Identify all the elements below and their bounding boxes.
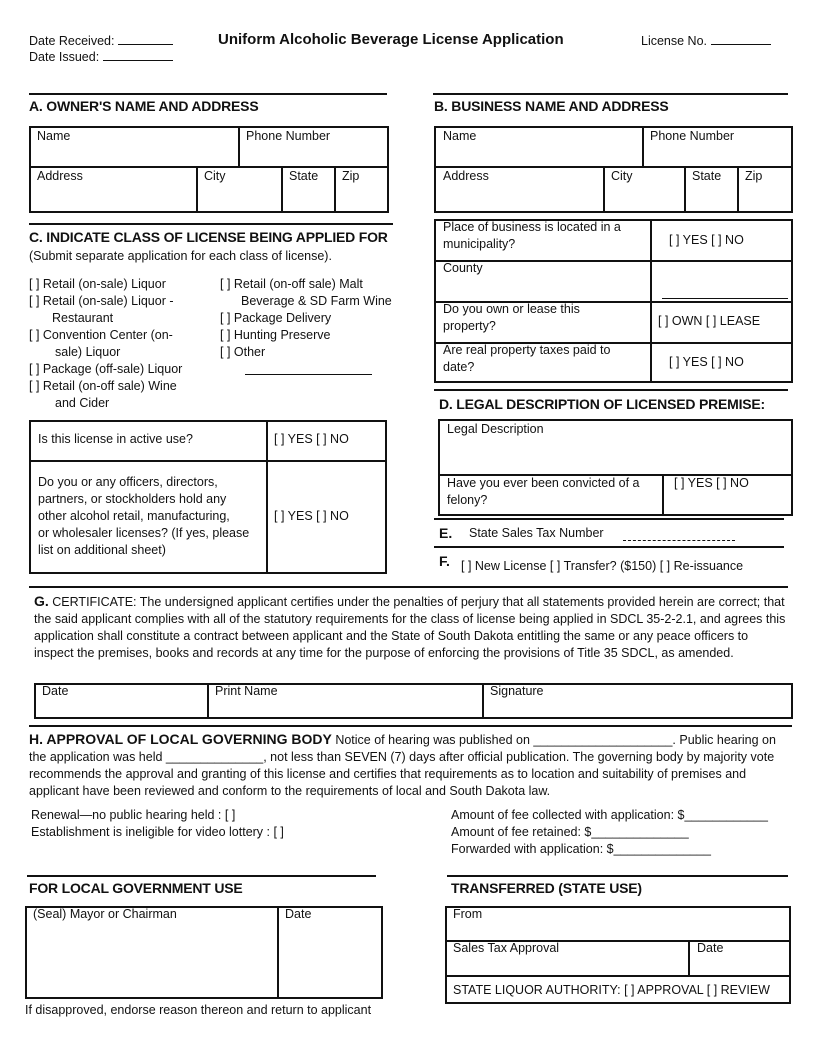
divider [434,389,788,391]
owner-table [29,126,389,213]
col-divider [207,685,209,717]
municipality-question-2: municipality? [443,237,516,251]
sales-tax-label: State Sales Tax Number [469,526,604,540]
section-a-heading: A. OWNER'S NAME AND ADDRESS [29,98,259,114]
certificate-body: CERTIFICATE: The undersigned applicant certifies under the penalties of perjury that all statements provided herein are correct; that the said applicant complies with all of the statutory requirements for the class of license being applied in SDCL 35-2-2.1, and agrees this application shall constitute a contract between applicant and the State of South Dakota entitling the same or any peace officers to inspect the premises, books and records at any time for the purpose of enforcing the provisions of Title 35 SDCL, as amended. [34,595,786,660]
date-received-text: Date Received: [29,34,115,48]
approval-body: Notice of hearing was published on ____________________. Public hearing on the application was held ______________, not less than SEVEN (7) days after official publication. The governing body by majority vote recommends the approval and granting of this license and certifies that requirements as to location and suitability of premises and applicant have been reviewed and conform to the requirements of local and South Dakota law. [29,733,776,798]
other-license-question: Do you or any officers, directors, [38,475,218,489]
other-field[interactable] [245,374,372,375]
section-b-heading: B. BUSINESS NAME AND ADDRESS [434,98,669,114]
own-lease-options[interactable]: [ ] OWN [ ] LEASE [658,314,761,328]
business-address-field[interactable]: Address [443,169,489,183]
divider [434,518,784,520]
license-option-malt-2: Beverage & SD Farm Wine [241,294,392,308]
other-license-question-3: other alcohol retail, manufacturing, [38,509,230,523]
from-field[interactable]: From [453,907,483,921]
business-questions-table [434,219,793,383]
license-option-retail-liquor[interactable]: [ ] Retail (on-sale) Liquor [29,277,166,291]
divider [434,546,784,548]
license-no-field[interactable] [711,32,771,45]
license-option-malt[interactable]: [ ] Retail (on-off sale) Malt [220,277,363,291]
divider [447,875,788,877]
business-table [434,126,793,213]
fee-forwarded[interactable]: Forwarded with application: $______________ [451,842,711,856]
section-h-heading: H. APPROVAL OF LOCAL GOVERNING BODY [29,731,332,747]
divider [27,875,376,877]
transferred-heading: TRANSFERRED (STATE USE) [451,880,642,896]
fee-collected[interactable]: Amount of fee collected with application: $____________ [451,808,768,822]
section-g-letter: G. [34,593,49,609]
business-city-field[interactable]: City [611,169,633,183]
legal-table [438,419,793,516]
felony-question: Have you ever been convicted of a [447,476,640,490]
license-no-label [641,32,771,50]
certificate-text [34,593,786,662]
owner-zip-field[interactable]: Zip [342,169,360,183]
print-name-field[interactable]: Print Name [215,684,278,698]
license-option-other[interactable]: [ ] Other [220,345,266,359]
local-gov-table [25,906,383,999]
local-gov-heading: FOR LOCAL GOVERNMENT USE [29,880,243,896]
business-state-field[interactable]: State [692,169,722,183]
business-phone-field[interactable]: Phone Number [650,129,735,143]
business-zip-field[interactable]: Zip [745,169,763,183]
license-option-hunting[interactable]: [ ] Hunting Preserve [220,328,331,342]
license-no-text: License No. [641,34,708,48]
divider [29,93,387,95]
col-divider [650,221,652,381]
municipality-question: Place of business is located in a [443,220,621,234]
row-divider [447,975,789,977]
col-divider [688,940,690,977]
license-type-options[interactable]: [ ] New License [ ] Transfer? ($150) [ ] Re-issuance [461,559,744,573]
col-divider [662,474,664,514]
col-divider [238,128,240,168]
business-name-field[interactable]: Name [443,129,477,143]
active-use-question: Is this license in active use? [38,432,193,446]
other-license-question-2: partners, or stockholders hold any [38,492,227,506]
section-c-heading: C. INDICATE CLASS OF LICENSE BEING APPLIED FOR [29,229,388,245]
license-use-table [29,420,387,574]
license-option-wine-2: and Cider [55,396,110,410]
county-field[interactable] [662,298,788,299]
disapproval-note: If disapproved, endorse reason thereon and return to applicant [25,1003,372,1017]
section-f-letter: F. [439,553,450,569]
sales-tax-field[interactable] [623,540,735,541]
date-field[interactable]: Date [42,684,69,698]
felony-options[interactable]: [ ] YES [ ] NO [674,476,749,490]
authority-options[interactable]: STATE LIQUOR AUTHORITY: [ ] APPROVAL [ ] REVIEW [453,983,770,997]
date-issued-label [29,48,173,66]
signature-table [34,683,793,719]
transferred-date-field[interactable]: Date [697,941,724,955]
owner-phone-field[interactable]: Phone Number [246,129,331,143]
owner-name-field[interactable]: Name [37,129,71,143]
felony-question-2: felony? [447,493,488,507]
legal-description-field[interactable]: Legal Description [447,422,544,436]
section-d-heading: D. LEGAL DESCRIPTION OF LICENSED PREMISE: [439,396,766,412]
col-divider [334,166,336,211]
divider [29,725,792,727]
owner-city-field[interactable]: City [204,169,226,183]
section-e-letter: E. [439,525,453,541]
municipality-options[interactable]: [ ] YES [ ] NO [669,233,744,247]
license-option-convention[interactable]: [ ] Convention Center (on- [29,328,173,342]
taxes-options[interactable]: [ ] YES [ ] NO [669,355,744,369]
signature-field[interactable]: Signature [490,684,544,698]
col-divider [277,908,279,997]
row-divider [31,460,385,462]
renewal-checkbox[interactable]: Renewal—no public hearing held : [ ] [31,808,236,822]
other-license-question-5: list on additional sheet) [38,543,166,557]
video-lottery-checkbox[interactable]: Establishment is ineligible for video lottery : [ ] [31,825,284,839]
sales-tax-approval-field[interactable]: Sales Tax Approval [453,941,560,955]
col-divider [642,128,644,168]
taxes-question-2: date? [443,360,475,374]
approval-text [29,731,784,800]
col-divider [196,166,198,211]
license-option-convention-2: sale) Liquor [55,345,121,359]
col-divider [482,685,484,717]
divider [29,223,393,225]
local-date-field[interactable]: Date [285,907,312,921]
date-issued-field[interactable] [103,48,173,61]
transferred-table [445,906,791,1004]
date-received-field[interactable] [118,32,173,45]
section-c-subtitle: (Submit separate application for each class of license). [29,249,332,263]
license-option-restaurant-2: Restaurant [52,311,114,325]
col-divider [281,166,283,211]
license-option-restaurant[interactable]: [ ] Retail (on-sale) Liquor - [29,294,174,308]
col-divider [266,422,268,572]
license-option-package[interactable]: [ ] Package (off-sale) Liquor [29,362,183,376]
license-option-wine[interactable]: [ ] Retail (on-off sale) Wine [29,379,177,393]
fee-retained[interactable]: Amount of fee retained: $______________ [451,825,689,839]
date-issued-text: Date Issued: [29,50,100,64]
other-license-question-4: or wholesaler licenses? (If yes, please [38,526,250,540]
page-title: Uniform Alcoholic Beverage License Application [218,31,564,48]
col-divider [684,166,686,211]
license-option-delivery[interactable]: [ ] Package Delivery [220,311,332,325]
mayor-field[interactable]: (Seal) Mayor or Chairman [33,907,177,921]
divider [29,586,788,588]
col-divider [603,166,605,211]
row-divider [436,260,791,262]
own-lease-question-2: property? [443,319,496,333]
owner-state-field[interactable]: State [289,169,319,183]
col-divider [737,166,739,211]
active-use-options[interactable]: [ ] YES [ ] NO [274,432,349,446]
divider [433,93,788,95]
owner-address-field[interactable]: Address [37,169,83,183]
other-license-options[interactable]: [ ] YES [ ] NO [274,509,349,523]
own-lease-question: Do you own or lease this [443,302,580,316]
taxes-question: Are real property taxes paid to [443,343,611,357]
county-label: County [443,261,483,275]
